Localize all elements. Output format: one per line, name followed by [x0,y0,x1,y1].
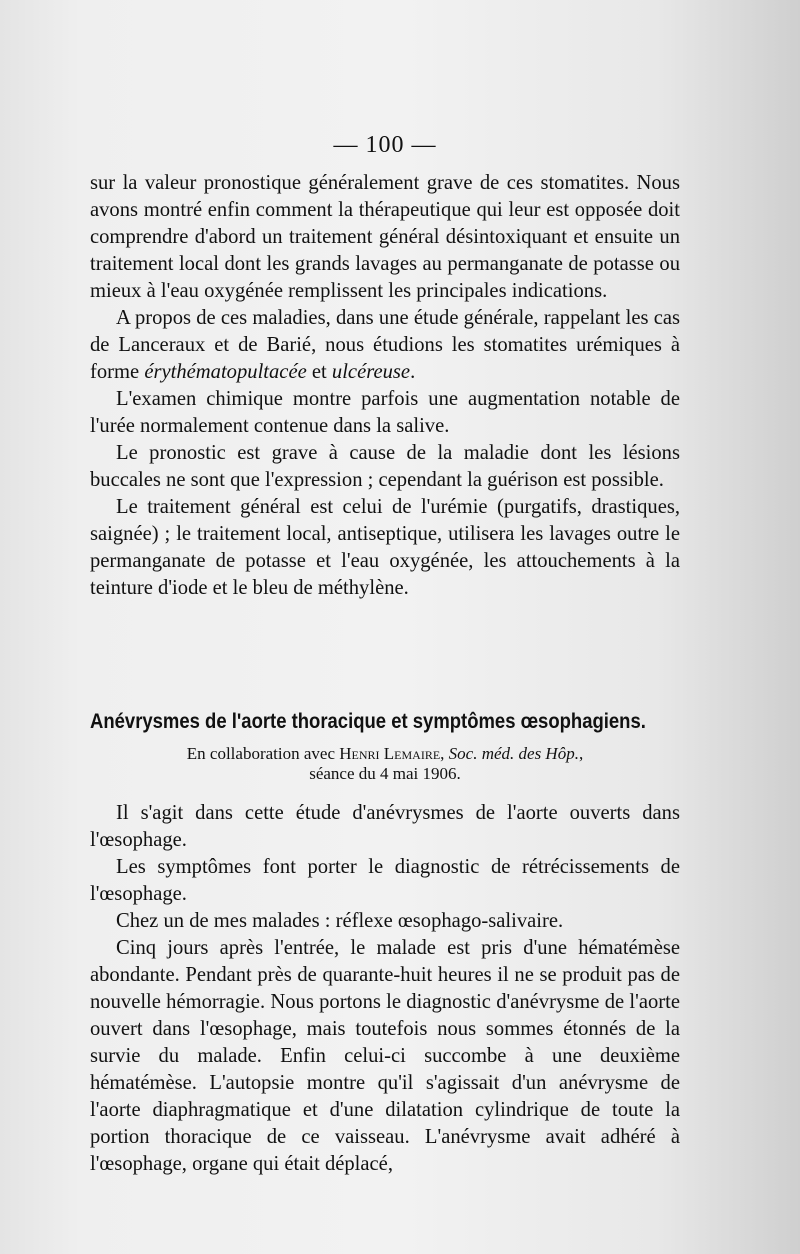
paragraph: sur la valeur pronostique généralement grave de ces stomatites. Nous avons montré enfin comment la thérapeutique qui leur est opposée doit comprendre d'abord un traitement général désintoxiquant et ensuite un traitement local dont les grands lavages au permanganate de potasse ou mieux à l'eau oxygénée remplissent les principales indications. [90,172,680,302]
paragraph: Cinq jours après l'entrée, le malade est pris d'une hématémèse abondante. Pendant près de quarante-huit heures il ne se produit pas de nouvelle hémorragie. Nous portons le diagnostic d'anévrysme de l'aorte ouvert dans l'œsophage, mais toutefois nous sommes étonnés de la survie du malade. Enfin celui-ci succombe à une deuxième hématémèse. L'autopsie montre qu'il s'agissait d'un anévrysme de l'aorte diaphragmatique et d'une dilatation cylindrique de toute la portion thoracique de ce vaisseau. L'anévrysme avait adhéré à l'œsophage, organe qui était déplacé, [90,937,680,1175]
citation-line [90,744,680,764]
paragraph-text: et [306,361,332,383]
paragraph: Les symptômes font porter le diagnostic de rétrécissements de l'œsophage. [90,856,680,905]
citation [90,744,680,784]
page-number: — 100 — [333,132,437,158]
italic-term: ulcéreuse [331,361,411,383]
paragraph [90,305,680,386]
citation-author: Henri Lemaire [339,744,441,763]
paragraph: Chez un de mes malades : réflexe œsophago-salivaire. [116,910,564,932]
citation-date: séance du 4 mai 1906. [309,764,461,783]
paragraph: Le traitement général est celui de l'urémie (purgatifs, drastiques, saignée) ; le traitement local, antiseptique, utilisera les lavages outre le permanganate de potasse et l'eau oxygénée, les attouchements à la teinture d'iode et le bleu de méthylène. [90,496,680,599]
section-2-text [90,800,680,1178]
section-title: Anévrysmes de l'aorte thoracique et symptômes œsophagiens. [90,710,646,733]
paragraph: Le pronostic est grave à cause de la maladie dont les lésions buccales ne sont que l'expression ; cependant la guérison est possible. [90,442,680,491]
citation-comma: , [578,744,584,763]
paragraph: Il s'agit dans cette étude d'anévrysmes de l'aorte ouverts dans l'œsophage. [90,802,680,851]
paragraph: L'examen chimique montre parfois une augmentation notable de l'urée normalement contenue dans la salive. [90,388,680,437]
citation-separator: , [440,744,449,763]
section-1-text [90,170,680,602]
paragraph-text: A propos de ces maladies, dans une étude générale, rappelant les cas de Lanceraux et de Barié, nous étudions les stomatites urémiques à forme [90,307,680,383]
italic-term: érythématopultacée [144,361,307,383]
paragraph-text: . [410,361,416,383]
citation-prefix: En collaboration avec [186,744,340,763]
citation-journal: Soc. méd. des Hôp. [448,744,579,763]
